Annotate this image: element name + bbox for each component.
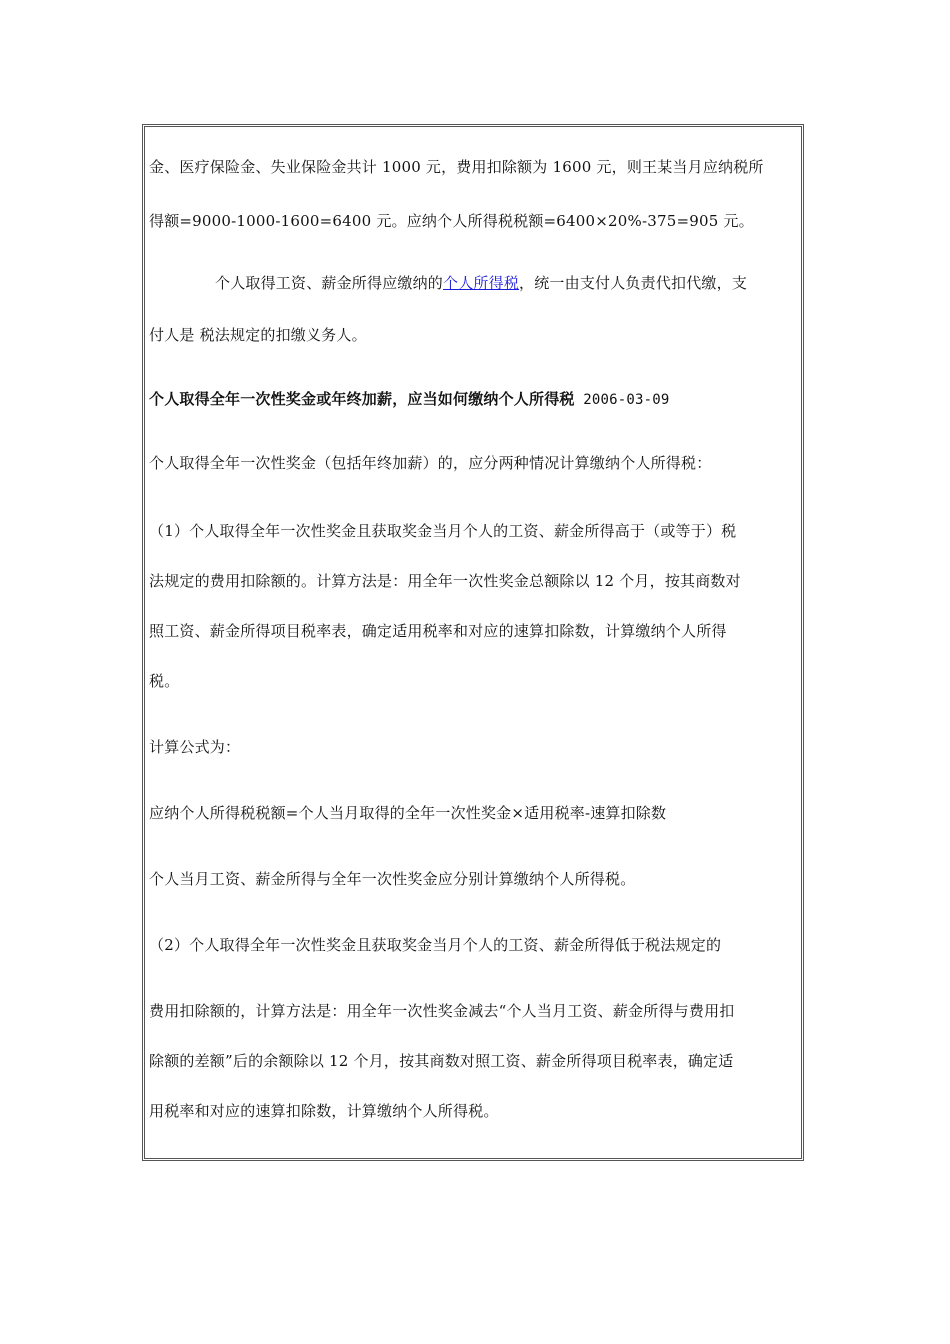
- text-line: 个人取得全年一次性奖金（包括年终加薪）的，应分两种情况计算缴纳个人所得税：: [149, 454, 712, 472]
- text-segment: 个人取得工资、薪金所得应缴纳的: [215, 274, 444, 292]
- text-line: 除额的差额”后的余额除以 12 个月，按其商数对照工资、薪金所得项目税率表，确定适: [149, 1052, 734, 1070]
- text-line: 用税率和对应的速算扣除数，计算缴纳个人所得税。: [149, 1102, 499, 1120]
- text-line: 法规定的费用扣除额的。计算方法是：用全年一次性奖金总额除以 12 个月，按其商数对: [149, 572, 741, 590]
- text-line: 计算公式为：: [149, 738, 241, 756]
- text-line: 个人当月工资、薪金所得与全年一次性奖金应分别计算缴纳个人所得税。: [149, 870, 636, 888]
- heading-date: 2006-03-09: [574, 392, 670, 408]
- document-frame: [142, 124, 804, 1161]
- section-heading: [149, 389, 803, 410]
- text-line: 付人是 税法规定的扣缴义务人。: [149, 326, 367, 344]
- heading-title: 个人取得全年一次性奖金或年终加薪，应当如何缴纳个人所得税: [149, 390, 575, 408]
- text-line: 得额=9000-1000-1600=6400 元。应纳个人所得税税额=6400×20%-375=905 元。: [149, 212, 754, 230]
- text-line: （1）个人取得全年一次性奖金且获取奖金当月个人的工资、薪金所得高于（或等于）税: [149, 522, 737, 540]
- text-line: 照工资、薪金所得项目税率表，确定适用税率和对应的速算扣除数，计算缴纳个人所得: [149, 622, 727, 640]
- text-line: [149, 273, 869, 293]
- text-line: 金、医疗保险金、失业保险金共计 1000 元，费用扣除额为 1600 元，则王某当月应纳税所: [149, 158, 764, 176]
- text-segment: ，统一由支付人负责代扣代缴，支: [519, 274, 748, 292]
- text-line: 应纳个人所得税税额=个人当月取得的全年一次性奖金×适用税率-速算扣除数: [149, 804, 667, 822]
- tax-link[interactable]: 个人所得税: [443, 274, 520, 292]
- text-line: 费用扣除额的，计算方法是：用全年一次性奖金减去“个人当月工资、薪金所得与费用扣: [149, 1002, 735, 1020]
- text-line: 税。: [149, 672, 180, 690]
- text-line: （2）个人取得全年一次性奖金且获取奖金当月个人的工资、薪金所得低于税法规定的: [149, 936, 722, 954]
